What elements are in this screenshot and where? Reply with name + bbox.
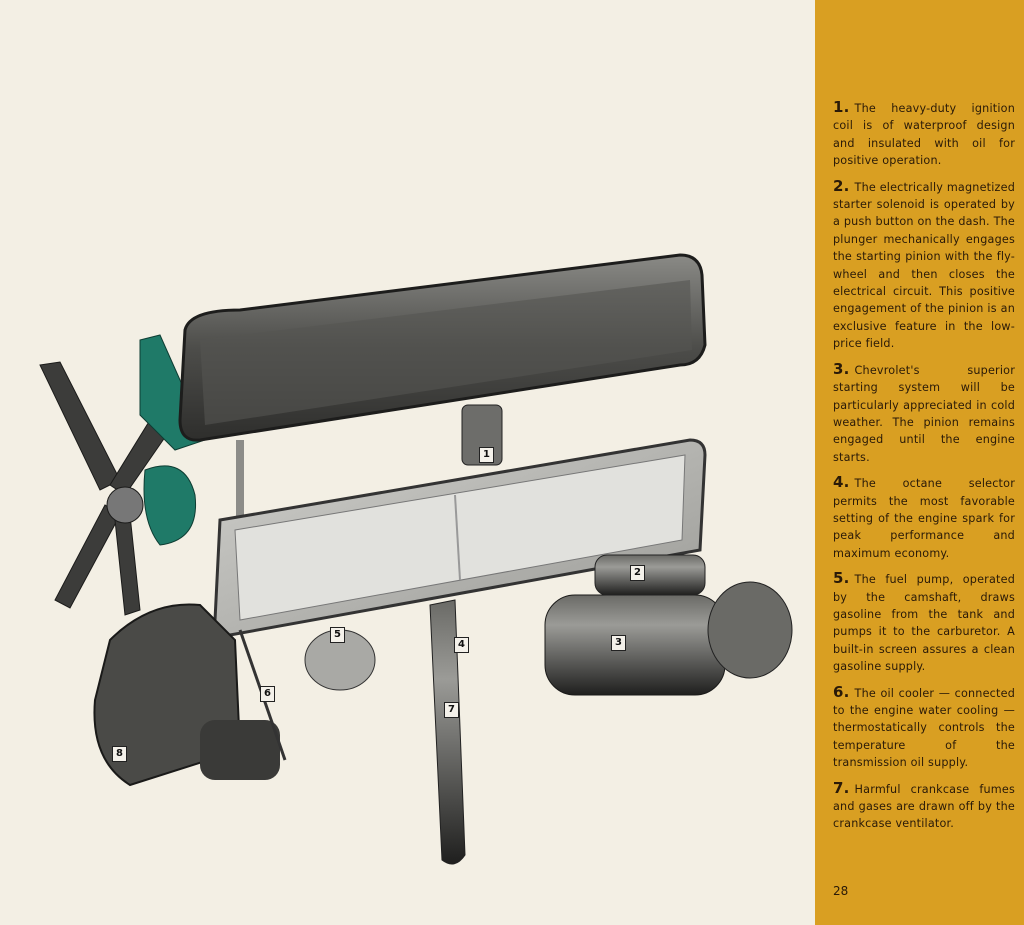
caption-number: 6.	[833, 682, 850, 701]
callout-2: 2	[630, 565, 645, 581]
callout-7: 7	[444, 702, 459, 718]
caption-5	[833, 570, 1015, 675]
caption-number: 7.	[833, 778, 850, 797]
caption-1	[833, 99, 1015, 170]
caption-text: The heavy-duty ignition coil is of waterproof design and insulated with oil for positive operation.	[833, 102, 1015, 168]
caption-3	[833, 361, 1015, 466]
callout-5: 5	[330, 627, 345, 643]
caption-text: The electrically magnetized starter solenoid is operated by a push button on the dash. The plunger mechanically engages the starting pinion with the fly-wheel and then closes the electrical circuit. This positive engagement of the pinion is an exclusive feature in the low-price field.	[833, 180, 1016, 351]
caption-panel	[815, 0, 1024, 925]
caption-number: 2.	[833, 176, 850, 195]
caption-text: Harmful crankcase fumes and gases are drawn off by the crankcase ventilator.	[833, 782, 1015, 831]
caption-text: The fuel pump, operated by the camshaft, draws gasoline from the tank and pumps it to the carburetor. A built-in screen assures a clean gasoline supply.	[833, 573, 1015, 674]
callout-1: 1	[479, 447, 494, 463]
caption-4	[833, 474, 1015, 562]
caption-number: 5.	[833, 569, 850, 588]
callout-4: 4	[454, 637, 469, 653]
callout-3: 3	[611, 635, 626, 651]
caption-text: Chevrolet's superior starting system will be particularly appreciated in cold weather. The pinion remains engaged until the engine starts.	[833, 363, 1015, 464]
caption-6	[833, 684, 1015, 772]
caption-list	[833, 99, 1015, 841]
caption-text: The oil cooler — connected to the engine water cooling — thermostatically controls the temperature of the transmission oil supply.	[833, 686, 1015, 770]
caption-number: 4.	[833, 473, 850, 492]
callout-8: 8	[112, 746, 127, 762]
caption-2	[833, 178, 1015, 353]
callout-6: 6	[260, 686, 275, 702]
caption-text: The octane selector permits the most favorable setting of the engine spark for peak performance and maximum economy.	[833, 477, 1015, 560]
page-number: 28	[833, 884, 849, 898]
caption-7	[833, 780, 1015, 833]
caption-number: 1.	[833, 98, 850, 116]
caption-number: 3.	[833, 359, 850, 378]
